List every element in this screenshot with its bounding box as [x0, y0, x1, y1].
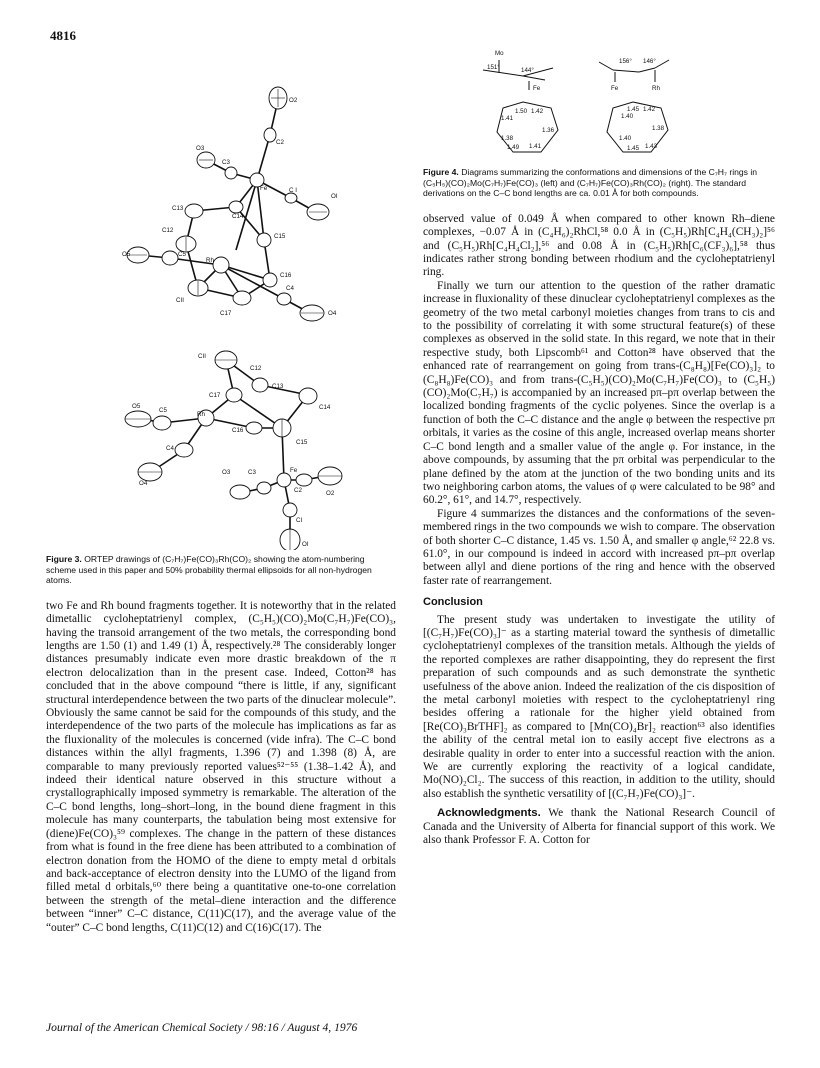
label-C16: C16 — [280, 272, 292, 279]
left-bond-3: 1.41 — [501, 115, 514, 122]
label-Rh: Rh — [206, 257, 214, 264]
right-bond-4: 1.38 — [652, 125, 665, 132]
label-C4-lower: C4 — [166, 445, 174, 452]
label-O3: O3 — [196, 145, 205, 152]
left-column — [46, 40, 396, 935]
left-bond-1: 1.50 — [515, 108, 528, 115]
label-C2: C2 — [276, 139, 284, 146]
left-bond-4: 1.36 — [542, 127, 555, 134]
page-number: 4816 — [50, 28, 76, 43]
label-C12-lower: C12 — [250, 365, 262, 372]
right-fe-label: Fe — [611, 85, 619, 92]
left-angle-151: 151° — [487, 64, 500, 71]
upper-ortep-bonds — [138, 100, 316, 312]
label-C15-lower: C15 — [296, 439, 308, 446]
right-body-text — [423, 213, 775, 848]
label-C1: C I — [289, 187, 297, 194]
acknowledgments-heading: Acknowledgments. — [437, 807, 541, 820]
lower-ortep-ellipsoids — [125, 351, 342, 550]
label-C3: C3 — [222, 159, 230, 166]
right-ring-bond-lengths — [619, 106, 665, 152]
label-O1-lower: OI — [302, 541, 309, 548]
right-conformation-labels — [611, 58, 660, 92]
figure-4-caption-text: Diagrams summarizing the conformations and dimensions of the C₇H₇ rings in (C₅H₅)(CO)₂Mo(C₇H₇)Fe(CO)₃ (left) and (C₇H₇)Fe(CO)₃Rh(CO)₂ (right). The standard derivations on the C–C bond lengths are ca. 0.01 Å for both compounds. — [423, 167, 758, 199]
right-bond-2: 1.42 — [643, 106, 656, 113]
left-bond-5: 1.38 — [501, 135, 514, 142]
journal-footer: Journal of the American Chemical Society / 98:16 / August 4, 1976 — [46, 1021, 358, 1034]
left-bond-6: 1.49 — [507, 144, 520, 151]
right-angle-146: 146° — [643, 58, 656, 65]
left-body-text — [46, 600, 396, 935]
right-bond-3: 1.40 — [621, 113, 634, 120]
left-mo-label: Mo — [495, 50, 504, 57]
label-C11-lower: CII — [198, 353, 206, 360]
right-bond-5: 1.40 — [619, 135, 632, 142]
figure-4 — [423, 40, 775, 165]
figure-3-caption — [46, 554, 396, 586]
label-C4: C4 — [286, 285, 294, 292]
label-O4: O4 — [328, 310, 337, 317]
figure-3 — [46, 40, 396, 550]
label-C2-lower: C2 — [294, 487, 302, 494]
right-column — [423, 40, 775, 847]
label-O2-lower: O2 — [326, 490, 335, 497]
right-rh-label: Rh — [652, 85, 660, 92]
label-Fe-lower: Fe — [290, 467, 298, 474]
label-C12: C12 — [162, 227, 174, 234]
upper-ortep-ellipsoids — [127, 87, 329, 321]
label-O5-lower: O5 — [132, 403, 141, 410]
label-C16-lower: C16 — [232, 427, 244, 434]
label-O4-lower: O4 — [139, 480, 148, 487]
right-paragraph-3: Figure 4 summarizes the distances and the conformations of the seven-membered rings in the two compounds we wish to compare. The observation of both shorter C–C distance, 1.45 vs. 1.50 Å, and smaller φ angle,⁶² 22.8 vs. 61.0°, in our compound is indeed in accord with increased pπ–pπ overlap between allyl and diene portions of the ring and hence with the observed faster rate of rearrangement. — [423, 507, 775, 587]
left-bond-2: 1.42 — [531, 108, 544, 115]
acknowledgments-text: We thank the National Research Council of Canada and the University of Alberta for financial support of this work. We also thank Professor F. A. Cotton for — [423, 807, 775, 847]
left-fe-label: Fe — [533, 85, 541, 92]
label-C13-lower: C13 — [272, 383, 284, 390]
label-O1: OI — [331, 193, 338, 200]
label-O3-lower: O3 — [222, 469, 231, 476]
label-C17: C17 — [220, 310, 232, 317]
figure-4-caption — [423, 167, 775, 199]
label-O2: O2 — [289, 97, 298, 104]
right-conformation-lines — [599, 60, 669, 82]
ortep-drawings — [46, 40, 396, 550]
conclusion-paragraph: The present study was undertaken to investigate the utility of [(C₇H₇)Fe(CO)₃]⁻ as a starting material toward the synthesis of dimetallic cycloheptatrienyl complexes of the transition metals. Although the yields of the reported complexes are rather disappointing, they do represent the first preparation of such compounds and as such demonstrate the synthetic usefulness of the above anion. Indeed the realization of the cis disposition of the metal carbonyl moieties with respect to the cycloheptatrienyl ring besides offering a rationale for the higher yield obtained from [Re(CO)₃BrTHF]₂ as compared to [Mn(CO)₄Br]₂ reaction⁶³ also identifies the ability of the central metal ion to easily accept five electrons as a desirable quality in order to enter into a successful reaction with the anion. We are currently exploring the reactivity of a logical candidate, Mo(NO)₂Cl₂. The success of this reaction, in addition to the utility, should also establish the synthetic versatility of [(C₇H₇)Fe(CO)₃]⁻. — [423, 613, 775, 800]
label-C13: C13 — [172, 205, 184, 212]
label-C14: C14 — [232, 213, 244, 220]
left-conformation-labels — [487, 50, 541, 92]
label-C5: C5 — [178, 251, 186, 258]
conclusion-heading: Conclusion — [423, 596, 483, 609]
right-angle-156: 156° — [619, 58, 632, 65]
label-C11: CII — [176, 297, 184, 304]
label-O5: O5 — [122, 251, 131, 258]
label-C1-lower: CI — [296, 517, 303, 524]
left-bond-7: 1.41 — [529, 143, 542, 150]
lower-ortep-labels — [132, 353, 335, 548]
label-C5-lower: C5 — [159, 407, 167, 414]
figure-4-caption-label: Figure 4. — [423, 167, 459, 177]
figure-3-caption-label: Figure 3. — [46, 554, 82, 564]
ring-conformation-diagrams — [423, 40, 775, 165]
left-paragraph: two Fe and Rh bound fragments together. It is noteworthy that in the related dimetallic cycloheptatrienyl complex, (C₅H₅)(CO)₂Mo(C₇H₇)Fe(CO)₃, having the transoid arrangement of the two metals, the corresponding bond lengths are 1.50 (1) and 1.49 (1) Å, respectively.²⁸ The considerably longer distances presumably indicate even more drastic breakdown of the π electron delocalization than in the present case. Indeed, Cotton²⁸ has concluded that in the above compound “there is little, if any, significant structural interdependence between the two parts of the dinuclear molecule”. Obviously the same cannot be said for the compounds of this study, and the interdependence of the two parts of the molecule has implications as far as the fluxionality of the molecules is concerned (vide infra). The C–C bond distances within the allyl fragments, 1.396 (7) and 1.398 (8) Å, are comparable to many previously reported values⁵²⁻⁵⁵ (1.38–1.42 Å), and indeed their identical nature observed in this structure without a crystallographically imposed symmetry is remarkable. The alteration of the C–C bond lengths, long–short–long, in the bound diene fragment in this molecule has many counterparts, the tabulation being most extensive for (diene)Fe(CO)₃⁵⁹ complexes. The change in the pattern of these distances from what is found in the free diene has been attributed to a combination of electron donation from the HOMO of the diene to empty metal d orbitals and back-acceptance of electron density into the LUMO of the ligand from filled metal d orbitals,⁶⁰ there being a quantitative one-to-one correlation between the strength of the metal–diene interaction and the difference between “inner” C–C distance, C(11)C(17), and the average value of the “outer” C–C bond lengths, C(11)C(12) and C(16)C(17). The — [46, 599, 396, 934]
label-C14-lower: C14 — [319, 404, 331, 411]
right-bond-6: 1.45 — [627, 145, 640, 152]
figure-3-caption-text: ORTEP drawings of (C₇H₇)Fe(CO)₃Rh(CO)₂ showing the atom-numbering scheme used in this paper and 50% probability thermal ellipsoids for all non-hydrogen atoms. — [46, 554, 372, 586]
left-angle-144: 144° — [521, 67, 534, 74]
label-C3-lower: C3 — [248, 469, 256, 476]
label-Rh-lower: Rh — [197, 411, 205, 418]
right-paragraph-2: Finally we turn our attention to the question of the rather dramatic increase in fluxionality of these dinuclear cycloheptatrienyl complexes as the geometry of the two metal carbonyl moieties changes from trans to cis and to the possibility of correlating it with some structural feature(s) of these complexes as observed in the solid state. In this regard, we note that in their respective study, both Lipscomb⁶¹ and Cotton²⁸ have observed that the enhanced rate of rearrangement on going from trans-(C₈H₈)[Fe(CO)₃]₂ to (C₈H₈)Fe(CO)₃ and from trans-(C₅H₅)(CO)₂Mo(C₇H₇)Fe(CO)₃ to (C₅H₅)(CO)₂Mo(C₇H₇) is accompanied by an increased pπ–pπ overlap between the localized bonding fragments of the cyclic polyenes. Since the overlap is a function of both the C–C distance and the angle φ between the respective pπ orbitals, it varies as the cosine of this angle, increased overlap means shorter C–C bond length and a smaller value of the angle φ. For instance, in the above compounds, by assuming that the pπ orbital was perpendicular to the plane defined by the atom at the junction of the two bonding units and its two neighboring carbon atoms, the values of φ were calculated to be 98° and 60.2°, 61°, and 14.7°, respectively. — [423, 279, 775, 507]
label-C15: C15 — [274, 233, 286, 240]
label-C17-lower: C17 — [209, 392, 221, 399]
right-bond-7: 1.43 — [645, 143, 658, 150]
label-Fe: Fe — [260, 185, 268, 192]
right-paragraph-1: observed value of 0.049 Å when compared to other known Rh–diene complexes, −0.07 Å in (C₄H₆)₂RhCl,⁵⁸ 0.0 Å in (C₅H₅)Rh[C₄H₄(CH₃)₂]⁵⁶ and (C₅H₅)Rh[C₄H₄Cl₂],⁵⁶ and 0.08 Å in (C₅H₅)Rh[C₆(CF₃)₆],⁵⁸ thus indicates rather strong bonding between rhodium and the cycloheptatrienyl ring. — [423, 212, 775, 279]
right-bond-1: 1.45 — [627, 106, 640, 113]
acknowledgments-paragraph — [423, 807, 775, 847]
